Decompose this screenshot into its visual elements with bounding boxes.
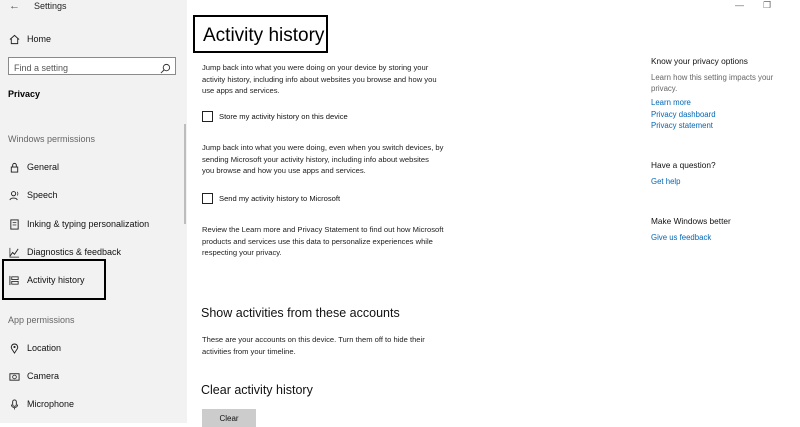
privacy-dashboard-link[interactable]: Privacy dashboard — [651, 110, 716, 119]
sidebar-item-label: Speech — [27, 190, 58, 200]
sidebar-item-speech[interactable] — [8, 189, 58, 201]
sidebar — [0, 0, 187, 423]
send-intro-text: Jump back into what you were doing, even when you switch devices, by sending Microsoft your activity history, including info about websites you browse and how you use apps and services. — [202, 143, 444, 175]
diagnostics-icon — [8, 246, 20, 258]
question-heading: Have a question? — [651, 160, 716, 170]
windows-permissions-heading: Windows permissions — [8, 134, 96, 144]
sidebar-item-microphone[interactable] — [8, 398, 74, 410]
inking-icon — [8, 218, 20, 230]
intro-text: Jump back into what you were doing on your device by storing your activity history, including info about websites you browse and how you use apps and services. — [202, 63, 437, 95]
sidebar-item-label: Camera — [27, 371, 60, 381]
send-history-label[interactable]: Send my activity history to Microsoft — [219, 194, 341, 203]
minimize-button[interactable]: — — [735, 0, 744, 10]
give-feedback-link[interactable]: Give us feedback — [651, 233, 712, 242]
back-arrow-icon[interactable]: ← — [9, 0, 20, 12]
app-permissions-heading: App permissions — [8, 315, 75, 325]
sidebar-item-label: Activity history — [27, 275, 85, 285]
page-title: Activity history — [193, 15, 328, 53]
store-history-checkbox[interactable] — [202, 111, 213, 122]
home-icon — [8, 33, 20, 45]
review-text: Review the Learn more and Privacy Statement to find out how Microsoft products and services use this data to personalize experiences while respecting your privacy. — [202, 225, 444, 257]
clear-button[interactable]: Clear — [202, 409, 256, 427]
sidebar-item-home[interactable] — [8, 33, 51, 45]
sidebar-item-label: General — [27, 162, 60, 172]
sidebar-scrollbar[interactable] — [184, 124, 186, 224]
speech-icon — [8, 189, 20, 201]
camera-icon — [8, 370, 20, 382]
make-windows-better-heading: Make Windows better — [651, 216, 731, 226]
privacy-options-heading: Know your privacy options — [651, 56, 748, 66]
window-title: Settings — [34, 1, 67, 11]
search-field[interactable] — [8, 57, 176, 75]
restore-button[interactable]: ❐ — [763, 0, 772, 10]
sidebar-item-label: Home — [27, 34, 52, 44]
sidebar-item-diagnostics[interactable] — [8, 246, 121, 258]
clear-heading: Clear activity history — [201, 383, 313, 397]
search-icon[interactable] — [160, 61, 171, 72]
privacy-statement-link[interactable]: Privacy statement — [651, 121, 713, 130]
sidebar-item-label: Inking & typing personalization — [27, 219, 150, 229]
lock-icon — [8, 161, 20, 173]
sidebar-item-inking-typing[interactable] — [8, 218, 149, 230]
search-input[interactable] — [9, 60, 154, 76]
store-history-label[interactable]: Store my activity history on this device — [219, 112, 348, 121]
accounts-text: These are your accounts on this device. Turn them off to hide their activities from your timeline. — [202, 335, 425, 356]
sidebar-item-label: Diagnostics & feedback — [27, 247, 122, 257]
send-history-checkbox[interactable] — [202, 193, 213, 204]
sidebar-item-general[interactable] — [8, 161, 59, 173]
learn-more-link[interactable]: Learn more — [651, 98, 691, 107]
location-icon — [8, 342, 20, 354]
get-help-link[interactable]: Get help — [651, 177, 681, 186]
sidebar-item-label: Microphone — [27, 399, 75, 409]
selection-highlight-box — [2, 259, 106, 300]
sidebar-item-label: Location — [27, 343, 62, 353]
category-title: Privacy — [8, 89, 41, 99]
privacy-options-desc: Learn how this setting impacts your privacy. — [651, 73, 774, 93]
sidebar-item-camera[interactable] — [8, 370, 59, 382]
sidebar-item-location[interactable] — [8, 342, 61, 354]
accounts-heading: Show activities from these accounts — [201, 306, 400, 320]
microphone-icon — [8, 398, 20, 410]
